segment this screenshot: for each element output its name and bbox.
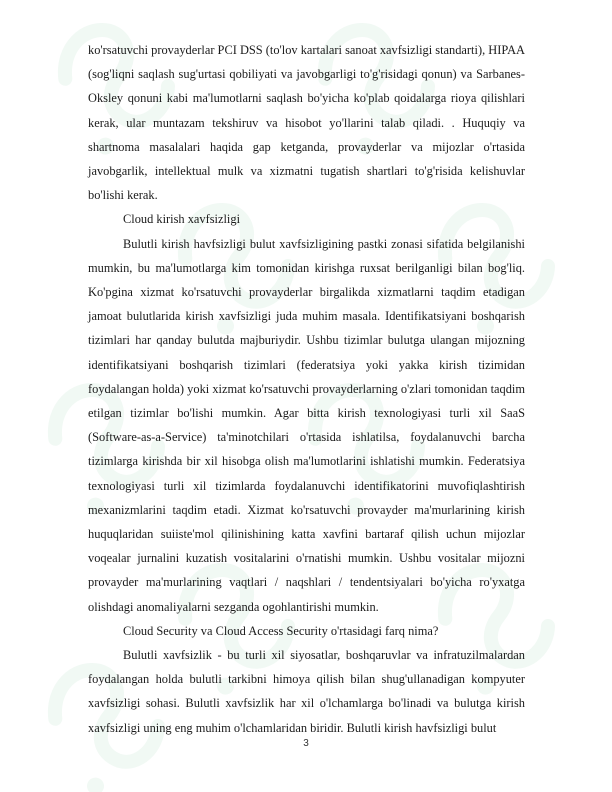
section-heading: Cloud Security va Cloud Access Security o'rtasidagi farq nima? <box>123 623 439 638</box>
paragraph-continuation: ko'rsatuvchi provayderlar PCI DSS (to'lov kartalari sanoat xavfsizligi standarti), HIPAA (sog'liqni saqlash sug'urtasi qobiliyati va javobgarligi to'g'risidagi qonun) va Sarbanes-Oksley qonuni kabi ma'lumotlarni saqlash bo'yicha ko'plab qoidalarga rioya qilishlari kerak, ular muntazam tekshiruv va hisobot yo'llarini talab qiladi. . Huquqiy va shartnoma masalalari haqida gap ketganda, provayderlar va mijozlar o'rtasida javobgarlik, intellektual mulk va xizmatni tugatish shartlari to'g'risida kelishuvlar bo'lishi kerak. <box>88 43 525 203</box>
section-heading: Cloud kirish xavfsizligi <box>123 212 241 227</box>
paragraph: Bulutli xavfsizlik - bu turli xil siyosatlar, boshqaruvlar va infratuzilmalardan foydalangan holda bulutli tarkibni himoya qilish bilan shug'ullanadigan kompyuter xavfsizligi sohasi. Bulutli xavfsizlik har xil o'lchamlarga bo'linadi va bulutga kirish xavfsizligi uning eng muhim o'lchamlaridan biridir. Bulutli kirish havfsizligi bulut <box>88 648 525 735</box>
paragraph: Bulutli kirish havfsizligi bulut xavfsizligining pastki zonasi sifatida belgilanishi mumkin, bu ma'lumotlarga kim tomonidan kirishga ruxsat berilganligi bilan bog'liq. Ko'pgina xizmat ko'rsatuvchi provayderlar birgalikda xizmatlarni taqdim etadigan jamoat bulutlarida kirish xavfsizligi juda muhim masala. Identifikatsiyani boshqarish tizimlari har qanday bulutda majburiydir. Ushbu tizimlar bulutga ulangan mijozning identifikatsiyani boshqarish tizimlari (federatsiya yoki yakka kirish tizimidan foydalangan holda) yoki xizmat ko'rsatuvchi provayderlarning o'zlari tomonidan taqdim etilgan tizimlar bo'lishi mumkin. Agar bitta kirish texnologiyasi turli xil SaaS (Software-as-a-Service) ta'minotchilari o'rtasida ishlatilsa, foydalanuvchi barcha tizimlarga kirishda bir xil hisobga olish ma'lumotlarini ishlatishi mumkin. Federatsiya texnologiyasi turli xil tizimlarda foydalanuvchi identifikatorini muvofiqlashtirish mexanizmlarini taqdim etadi. Xizmat ko'rsatuvchi provayder ma'murlarining kirish huquqlaridan suiiste'mol qilinishining katta xavfini bartaraf qilish uchun mijozlar voqealar jurnalini kuzatish vositalarini o'rnatishi mumkin. Ushbu vositalar mijozni provayder ma'murlarining vaqtlari / naqshlari / tendentsiyalari bo'yicha ro'yxatga olishdagi anomaliyalarni sezganda ogohlantirishi mumkin. <box>88 236 525 614</box>
document-body <box>88 38 525 740</box>
page-number: 3 <box>303 738 309 749</box>
